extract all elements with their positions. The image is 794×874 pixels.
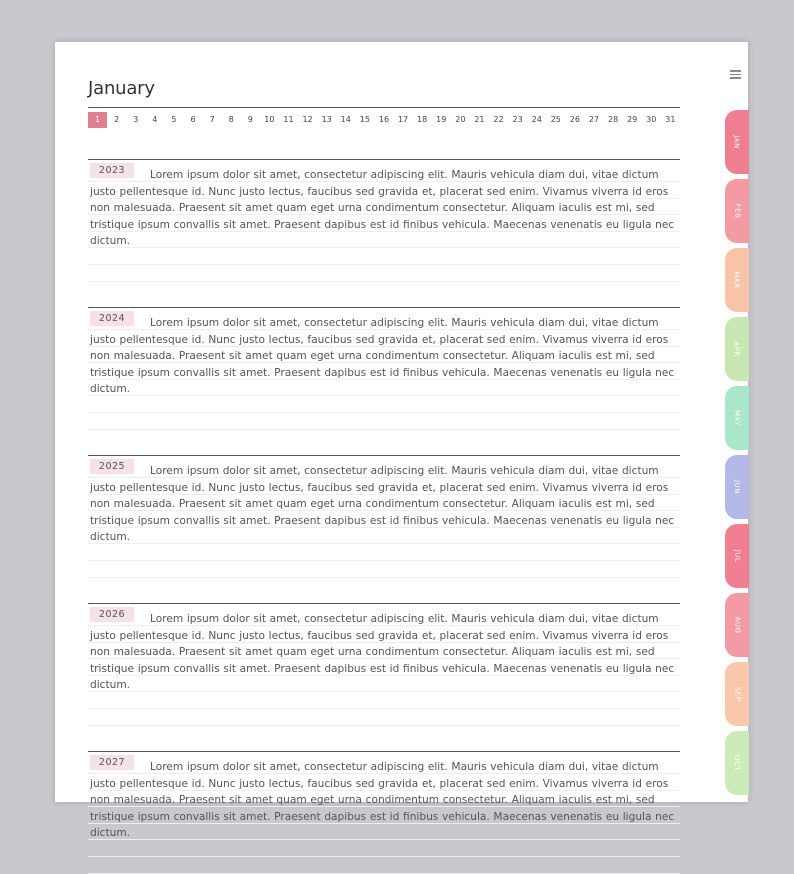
writing-line — [88, 429, 680, 430]
day-16[interactable]: 16 — [378, 115, 390, 124]
day-9[interactable]: 9 — [247, 115, 253, 124]
writing-line — [88, 264, 680, 265]
month-tab-label: JAN — [733, 135, 741, 149]
month-tab-label: JUL — [733, 549, 741, 563]
day-12[interactable]: 12 — [302, 115, 313, 124]
month-tab-label: MAY — [733, 409, 741, 427]
day-25[interactable]: 25 — [550, 115, 561, 124]
day-21[interactable]: 21 — [474, 115, 485, 124]
month-tab-label: JUN — [733, 480, 741, 494]
month-tab-sep[interactable] — [725, 662, 749, 726]
day-1[interactable]: 1 — [88, 112, 107, 128]
day-27[interactable]: 27 — [588, 115, 600, 124]
planner-page — [55, 42, 748, 840]
day-20[interactable]: 20 — [455, 115, 466, 124]
day-22[interactable]: 22 — [493, 115, 504, 124]
year-label: 2026 — [90, 607, 134, 622]
month-tab-label: SEP — [733, 686, 741, 702]
day-15[interactable]: 15 — [359, 115, 370, 124]
writing-line — [88, 560, 680, 561]
day-13[interactable]: 13 — [321, 115, 332, 124]
day-selector — [88, 112, 680, 128]
day-30[interactable]: 30 — [646, 115, 657, 124]
writing-line — [88, 725, 680, 726]
writing-line — [88, 873, 680, 874]
year-label: 2025 — [90, 459, 134, 474]
month-tab-jan[interactable] — [725, 110, 749, 174]
year-label: 2023 — [90, 163, 134, 178]
entry-text[interactable]: Lorem ipsum dolor sit amet, consectetur adipiscing elit. Mauris vehicula diam dui, vitae dictum justo pellentesque id. Nunc justo lectus, faucibus sed gravida et, placerat sed enim. Vivamus viverra id eros non malesuada. Praesent sit amet quam eget urna condimentum consectetur. Aliquam iaculis est mi, sed tristique ipsum convallis sit amet. Praesent dapibus est id finibus vehicula. Maecenas venenatis eu ligula nec dictum. — [90, 761, 675, 840]
day-6[interactable]: 6 — [190, 115, 196, 124]
entry-divider — [88, 307, 680, 308]
month-tab-feb[interactable] — [725, 179, 749, 243]
day-3[interactable]: 3 — [133, 115, 139, 124]
day-10[interactable]: 10 — [264, 115, 275, 124]
entry-divider — [88, 455, 680, 456]
month-tab-label: APR — [733, 341, 741, 357]
writing-line — [88, 577, 680, 578]
entry-text[interactable]: Lorem ipsum dolor sit amet, consectetur adipiscing elit. Mauris vehicula diam dui, vitae dictum justo pellentesque id. Nunc justo lectus, faucibus sed gravida et, placerat sed enim. Vivamus viverra id eros non malesuada. Praesent sit amet quam eget urna condimentum consectetur. Aliquam iaculis est mi, sed tristique ipsum convallis sit amet. Praesent dapibus est id finibus vehicula. Maecenas venenatis eu ligula nec dictum. — [90, 613, 675, 692]
month-tab-jun[interactable] — [725, 455, 749, 519]
day-17[interactable]: 17 — [397, 115, 409, 124]
day-31[interactable]: 31 — [665, 115, 676, 124]
writing-line — [88, 708, 680, 709]
day-23[interactable]: 23 — [512, 115, 523, 124]
month-tab-label: OCT — [733, 754, 741, 772]
year-label: 2024 — [90, 311, 134, 326]
list-icon[interactable] — [730, 70, 741, 79]
day-18[interactable]: 18 — [417, 115, 428, 124]
day-7[interactable]: 7 — [209, 115, 215, 124]
day-4[interactable]: 4 — [152, 115, 158, 124]
writing-line — [88, 412, 680, 413]
day-24[interactable]: 24 — [531, 115, 542, 124]
day-5[interactable]: 5 — [171, 115, 177, 124]
day-19[interactable]: 19 — [436, 115, 447, 124]
day-11[interactable]: 11 — [283, 115, 294, 124]
day-29[interactable]: 29 — [627, 115, 638, 124]
month-tabs — [725, 110, 749, 810]
entry-text[interactable]: Lorem ipsum dolor sit amet, consectetur adipiscing elit. Mauris vehicula diam dui, vitae dictum justo pellentesque id. Nunc justo lectus, faucibus sed gravida et, placerat sed enim. Vivamus viverra id eros non malesuada. Praesent sit amet quam eget urna condimentum consectetur. Aliquam iaculis est mi, sed tristique ipsum convallis sit amet. Praesent dapibus est id finibus vehicula. Maecenas venenatis eu ligula nec dictum. — [90, 465, 675, 544]
month-tab-apr[interactable] — [725, 317, 749, 381]
day-14[interactable]: 14 — [340, 115, 351, 124]
month-tab-aug[interactable] — [725, 593, 749, 657]
day-26[interactable]: 26 — [569, 115, 580, 124]
month-tab-label: AUG — [733, 616, 741, 634]
day-28[interactable]: 28 — [607, 115, 619, 124]
month-tab-oct[interactable] — [725, 731, 749, 795]
month-tab-mar[interactable] — [725, 248, 749, 312]
month-tab-may[interactable] — [725, 386, 749, 450]
month-tab-jul[interactable] — [725, 524, 749, 588]
day-2[interactable]: 2 — [114, 115, 120, 124]
month-tab-label: FEB — [732, 203, 741, 219]
day-8[interactable]: 8 — [228, 115, 234, 124]
entry-divider — [88, 751, 680, 752]
writing-line — [88, 856, 680, 857]
month-title: January — [88, 78, 155, 99]
title-divider — [88, 107, 680, 108]
entry-divider — [88, 603, 680, 604]
writing-line — [88, 281, 680, 282]
entry-text[interactable]: Lorem ipsum dolor sit amet, consectetur adipiscing elit. Mauris vehicula diam dui, vitae dictum justo pellentesque id. Nunc justo lectus, faucibus sed gravida et, placerat sed enim. Vivamus viverra id eros non malesuada. Praesent sit amet quam eget urna condimentum consectetur. Aliquam iaculis est mi, sed tristique ipsum convallis sit amet. Praesent dapibus est id finibus vehicula. Maecenas venenatis eu ligula nec dictum. — [90, 169, 675, 248]
entry-text[interactable]: Lorem ipsum dolor sit amet, consectetur adipiscing elit. Mauris vehicula diam dui, vitae dictum justo pellentesque id. Nunc justo lectus, faucibus sed gravida et, placerat sed enim. Vivamus viverra id eros non malesuada. Praesent sit amet quam eget urna condimentum consectetur. Aliquam iaculis est mi, sed tristique ipsum convallis sit amet. Praesent dapibus est id finibus vehicula. Maecenas venenatis eu ligula nec dictum. — [90, 317, 675, 396]
year-label: 2027 — [90, 755, 134, 770]
entry-divider — [88, 159, 680, 160]
month-tab-label: MAR — [732, 271, 741, 289]
